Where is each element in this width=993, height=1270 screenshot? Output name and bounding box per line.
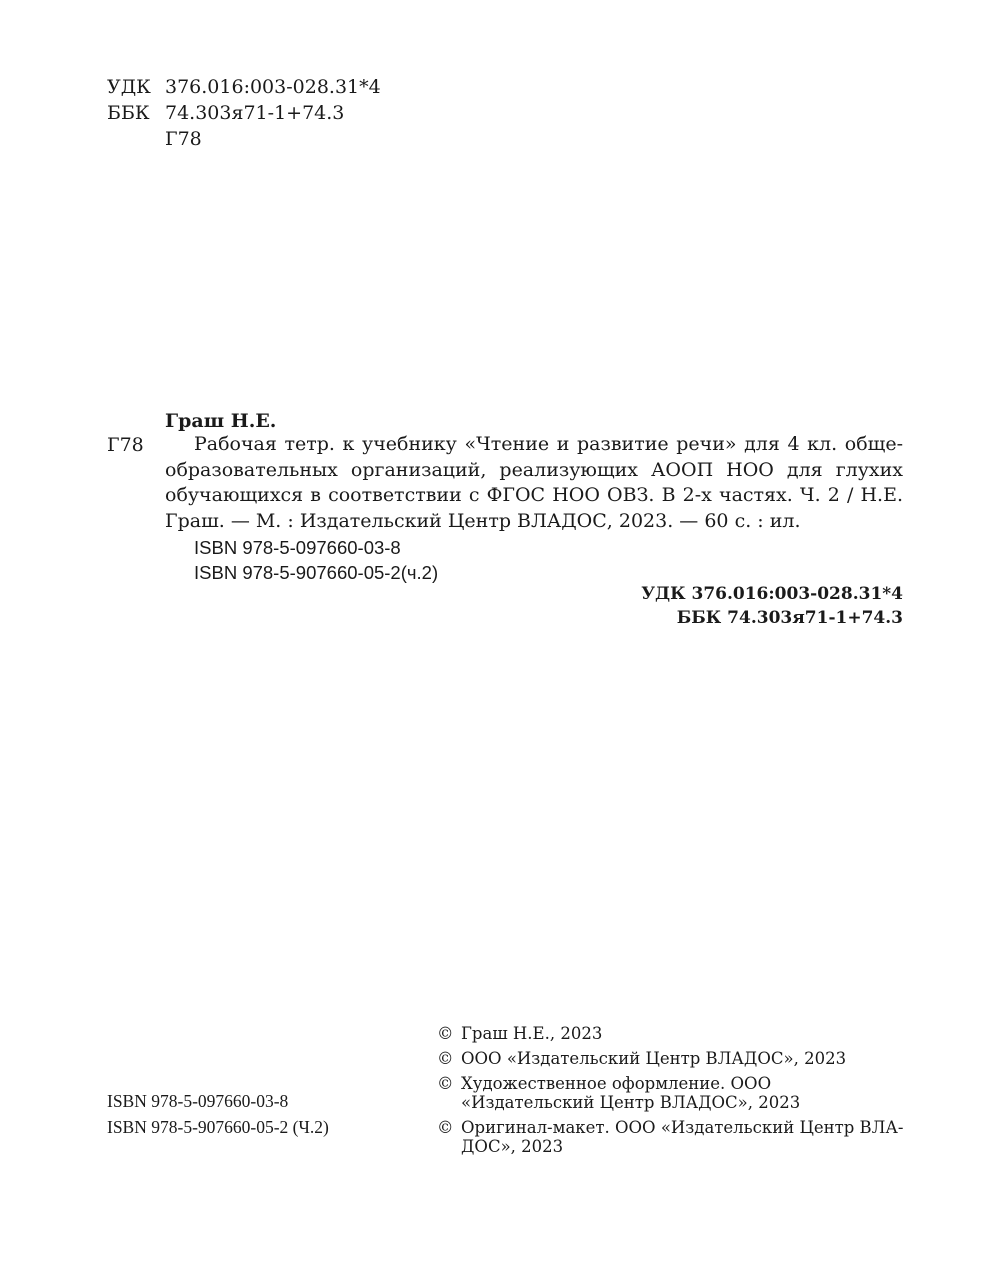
copyright-icon: © [437, 1118, 454, 1137]
card-isbn-2: ISBN 978-5-907660-05-2(ч.2) [194, 562, 439, 583]
copyright-item [437, 1049, 905, 1068]
bottom-isbn-1: ISBN 978-5-097660-03-8 [107, 1091, 289, 1111]
bbk-line [107, 100, 381, 126]
card-bbk-right: ББК 74.303я71-1+74.3 [676, 608, 903, 628]
copyright-text: Оригинал-макет. ООО «Издательский Центр ВЛА-ДОС», 2023 [461, 1118, 904, 1156]
author-mark-line [107, 126, 381, 152]
bbk-value: 74.303я71-1+74.3 [165, 102, 345, 124]
copyright-item [437, 1074, 905, 1112]
bottom-isbn-2: ISBN 978-5-907660-05-2 (Ч.2) [107, 1117, 329, 1137]
card-classification-right [641, 582, 903, 630]
classification-top [107, 74, 381, 152]
copyright-block [437, 1024, 905, 1162]
copyright-icon: © [437, 1024, 454, 1043]
copyright-text: Граш Н.Е., 2023 [461, 1024, 603, 1043]
copyright-item [437, 1024, 905, 1043]
udk-value: 376.016:003-028.31*4 [165, 76, 381, 98]
card-udk-right: УДК 376.016:003-028.31*4 [641, 584, 903, 604]
copyright-icon: © [437, 1049, 454, 1068]
copyright-text: ООО «Издательский Центр ВЛАДОС», 2023 [461, 1049, 847, 1068]
copyright-text: Художественное оформление. ООО «Издательский Центр ВЛАДОС», 2023 [461, 1074, 801, 1112]
udk-label: УДК [107, 76, 151, 98]
card-author: Граш Н.Е. [165, 410, 277, 432]
card-author-mark: Г78 [107, 434, 144, 456]
card-isbn-1: ISBN 978-5-097660-03-8 [194, 537, 401, 558]
copyright-item [437, 1118, 905, 1156]
bbk-label: ББК [107, 102, 150, 124]
udk-line [107, 74, 381, 100]
copyright-icon: © [437, 1074, 454, 1093]
card-description [165, 432, 903, 534]
card-description-text: Рабочая тетр. к учебнику «Чтение и развитие речи» для 4 кл. обще-образовательных организаций, реализующих АООП НОО для глухих обучающихся в соответствии с ФГОС НОО ОВЗ. В 2-х частях. Ч. 2 / Н.Е. Граш. — М. : Издательский Центр ВЛАДОС, 2023. — 60 с. : ил. [165, 433, 903, 532]
bottom-isbn-block [107, 1088, 329, 1140]
card-isbn-block [194, 535, 438, 585]
author-mark: Г78 [165, 128, 202, 150]
